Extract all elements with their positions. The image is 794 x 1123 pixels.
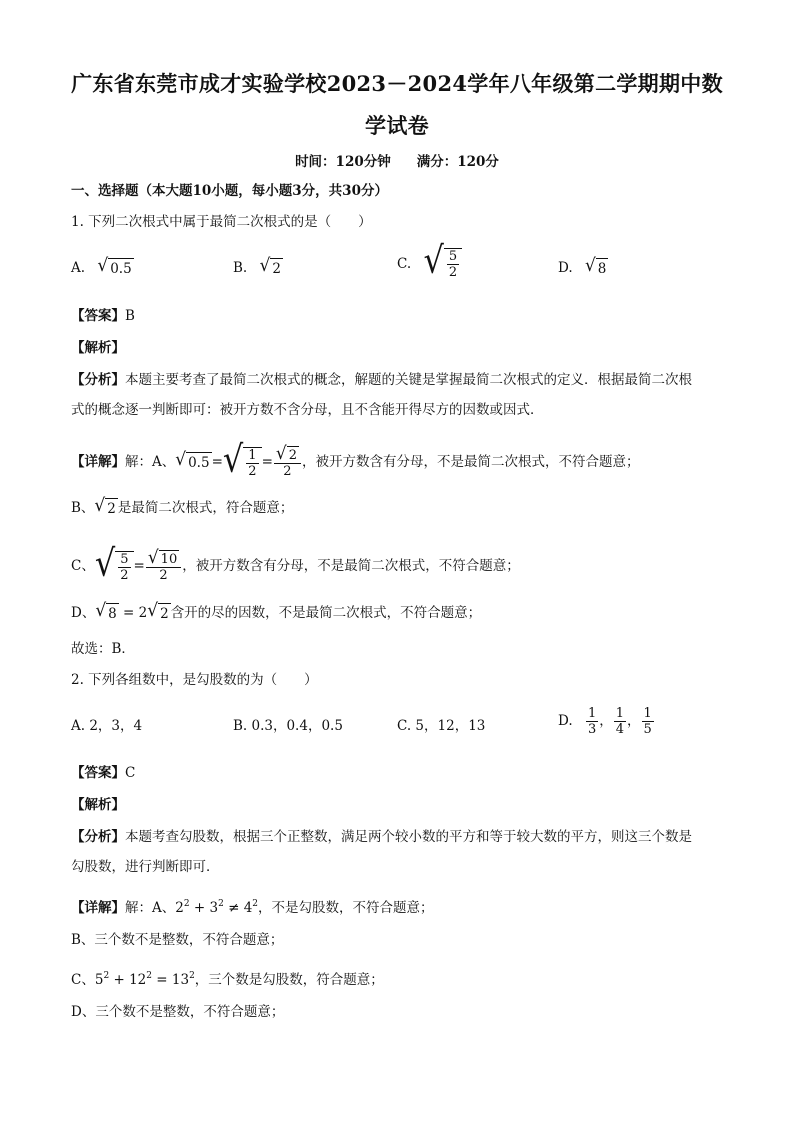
q2-jiexi: 【解析】: [71, 797, 125, 813]
c-pre: C、: [71, 558, 95, 574]
xiangjie-a-post: ，被开方数含有分母，不是最简二次根式，不符合题意；: [302, 454, 640, 470]
option-label: D.: [558, 713, 573, 729]
d-post: 含开的尽的因数，不是最简二次根式，不符合题意；: [170, 605, 482, 621]
c-post: ，三个数是勾股数，符合题意；: [194, 972, 384, 988]
answer-tag: 【答案】: [71, 765, 125, 781]
answer-tag: 【答案】: [71, 308, 125, 324]
q1-xiangjie-d: [71, 600, 482, 624]
q2-stem: 2. 下列各组数中，是勾股数的为（ ）: [71, 672, 318, 688]
exam-time: 时间：120分钟: [295, 154, 391, 170]
option-label: C.: [397, 255, 412, 272]
q2-a-expression: $2^2 + 3^2 \ne 4^2$: [175, 899, 259, 916]
xiangjie-tag: 【详解】: [71, 454, 125, 470]
d-pre: D、: [71, 605, 96, 621]
q2-xiangjie-c: [71, 966, 384, 990]
q1-a-expression: √ 0.5 = √ $\frac{1}{2}$ = √ 2 2: [175, 454, 302, 470]
sqrt-2: √ 2: [259, 255, 281, 277]
fenxi-tag: 【分析】: [71, 829, 125, 845]
fenxi-text: 本题考查勾股数，根据三个正整数，满足两个较小数的平方和等于较大数的平方，则这三个数是: [125, 829, 692, 845]
q2-option-a[interactable]: A. 2，3，4: [71, 718, 143, 734]
q1-xiangjie-b: [71, 495, 294, 519]
q1-option-b[interactable]: [233, 255, 283, 279]
q1-xiangjie-a: [71, 436, 640, 481]
a-pre: 解：A、: [125, 900, 176, 916]
a-post: ，不是勾股数，不符合题意；: [258, 900, 434, 916]
sqrt-8: √ 8: [584, 255, 607, 277]
q2-c-expression: $5^2 + 12^2 = 13^2$: [94, 971, 195, 988]
exam-title-line1: 广东省东莞市成才实验学校2023－2024学年八年级第二学期期中数: [71, 71, 723, 96]
section-heading: 一、选择题（本大题10小题，每小题3分，共30分）: [71, 183, 388, 199]
exam-meta: [0, 150, 794, 170]
q2-option-d[interactable]: [558, 706, 655, 737]
q2-xiangjie-b: B、三个数不是整数，不符合题意；: [71, 932, 284, 948]
exam-title-line2: 学试卷: [365, 113, 429, 138]
q1-stem: 1. 下列二次根式中属于最简二次根式的是（ ）: [71, 214, 372, 230]
option-label: A.: [71, 260, 86, 276]
q1-option-d[interactable]: [558, 255, 608, 279]
q2-fenxi-1: [71, 827, 692, 847]
q2-fenxi-2: 勾股数，进行判断即可．: [71, 859, 220, 875]
q1-choose: 故选：B．: [71, 641, 135, 657]
option-label: D.: [558, 260, 573, 276]
fenxi-tag: 【分析】: [71, 372, 125, 388]
q2-d-fractions: $\frac{1}{3}$ ， $\frac{1}{4}$ ， $\frac{1}{5}$: [587, 706, 652, 737]
b-pre: B、: [71, 500, 95, 516]
q1-d-expression: √ 8 = 2 √ 2: [95, 600, 169, 622]
q2-option-c[interactable]: C. 5，12，13: [397, 718, 486, 734]
q2-xiangjie-a: [71, 894, 434, 918]
fenxi-text: 本题主要考查了最简二次根式的概念，解题的关键是掌握最简二次根式的定义．根据最简二次根: [125, 372, 692, 388]
c-pre: C、: [71, 972, 95, 988]
q1-option-a[interactable]: [71, 255, 134, 279]
exam-score: 满分：120分: [416, 154, 499, 170]
q2-xiangjie-d: D、三个数不是整数，不符合题意；: [71, 1004, 285, 1020]
answer-value: B: [125, 308, 135, 324]
q1-fenxi-2: 式的概念逐一判断即可：被开方数不含分母，且不含能开得尽方的因数或因式．: [71, 402, 544, 418]
q1-jiexi: 【解析】: [71, 340, 125, 356]
q1-answer: [71, 306, 135, 326]
xiangjie-a-pre: 解：A、: [125, 454, 176, 470]
sqrt-2: √ 2: [94, 495, 116, 517]
q1-c-expression: √ $\frac{5}{2}$ = √ 10 2: [95, 558, 182, 574]
q2-option-b[interactable]: B. 0.3，0.4，0.5: [233, 718, 343, 734]
xiangjie-tag: 【详解】: [71, 900, 125, 916]
sqrt-0.5: √ 0.5: [97, 255, 132, 277]
q1-xiangjie-c: [71, 540, 520, 585]
q1-fenxi-1: [71, 370, 692, 390]
b-post: 是最简二次根式，符合题意；: [117, 500, 294, 516]
q1-option-c[interactable]: [397, 237, 462, 282]
q2-answer: [71, 763, 135, 783]
answer-value: C: [125, 765, 136, 781]
option-label: B.: [233, 260, 248, 276]
sqrt-5-over-2: √ $\frac{5}{2}$: [423, 248, 462, 280]
c-post: ，被开方数含有分母，不是最简二次根式，不符合题意；: [182, 558, 520, 574]
